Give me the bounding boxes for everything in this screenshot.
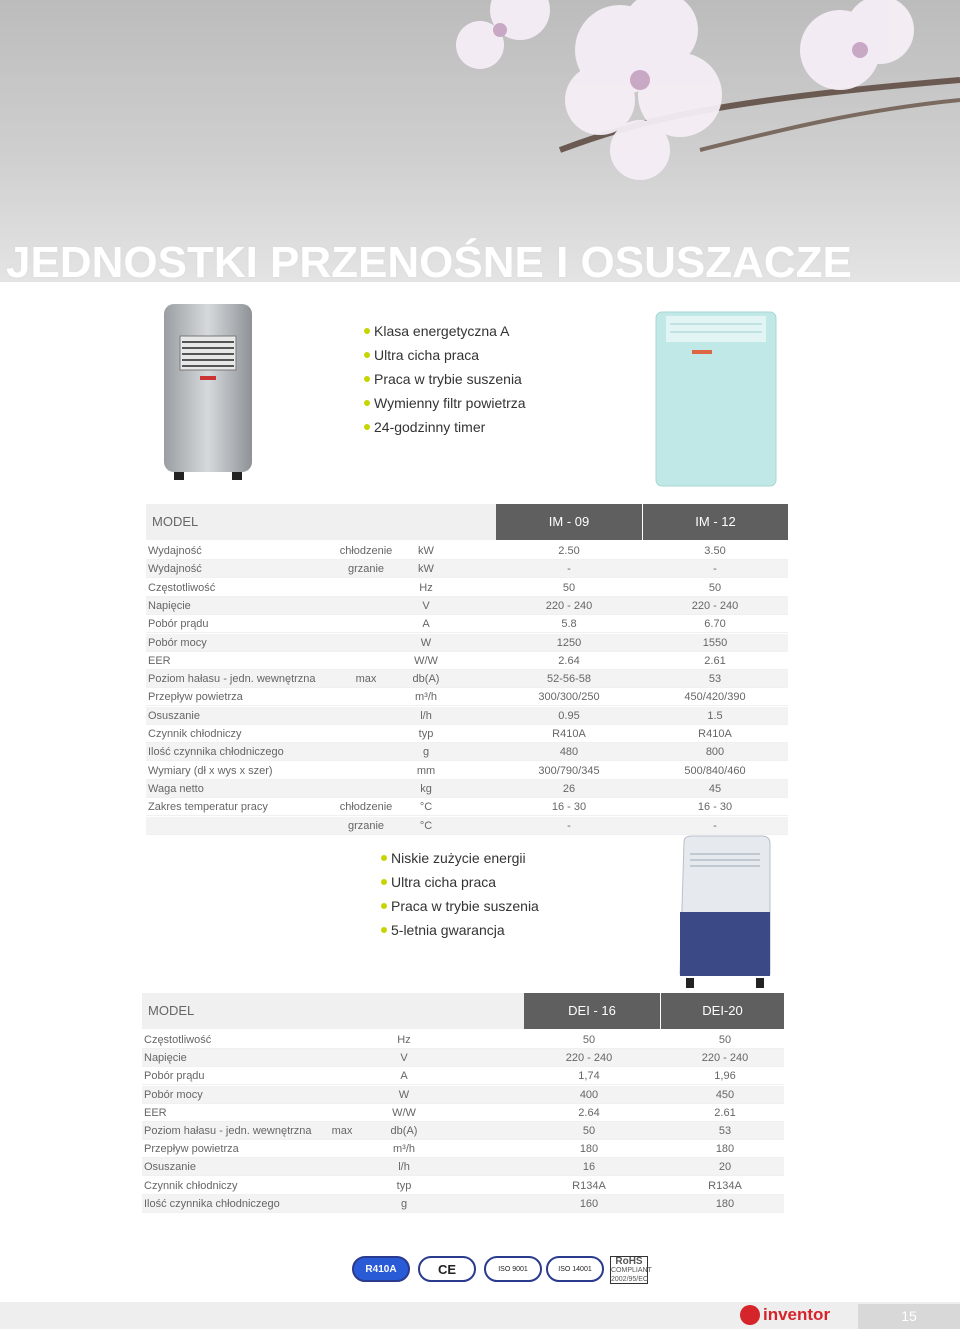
table-row	[142, 1195, 784, 1213]
table-row	[146, 817, 788, 835]
hero-banner	[0, 0, 960, 282]
row-value-col2: -	[713, 819, 717, 832]
row-sublabel: grzanie	[347, 563, 385, 576]
row-value-col1: 50	[562, 581, 576, 594]
table-row	[146, 579, 788, 597]
row-value-col2: 2.61	[714, 1106, 736, 1119]
table-row	[146, 634, 788, 652]
bullet-icon	[364, 328, 370, 334]
table-row	[146, 597, 788, 615]
row-value-col1: 220 - 240	[545, 599, 593, 612]
row-label: Pobór mocy	[144, 1088, 203, 1101]
table-row	[142, 1049, 784, 1067]
row-value-col1: 16	[582, 1161, 596, 1174]
row-value-col2: 16 - 30	[697, 801, 733, 814]
row-value-col2: 1,96	[714, 1070, 736, 1083]
row-sublabel: chłodzenie	[339, 801, 393, 814]
row-value-col2: 220 - 240	[701, 1052, 749, 1065]
row-value-col1: 2.50	[558, 545, 580, 557]
row-value-col2: 450/420/390	[684, 691, 746, 704]
bullet-icon	[364, 424, 370, 430]
row-value-col1: 0.95	[558, 709, 580, 722]
table-row	[142, 1158, 784, 1176]
row-unit: Hz	[419, 581, 433, 594]
row-label: Czynnik chłodniczy	[144, 1179, 238, 1192]
row-label: Osuszanie	[148, 709, 200, 722]
row-unit: W	[420, 636, 432, 649]
table-row	[142, 1104, 784, 1122]
bullet-icon	[364, 400, 370, 406]
row-unit: A	[400, 1070, 408, 1083]
row-value-col2: 45	[708, 782, 722, 795]
row-value-col1: 5.8	[561, 618, 577, 631]
table-header-col2: IM - 12	[642, 504, 788, 540]
table-row	[146, 652, 788, 670]
spec-table-dei	[142, 993, 784, 1215]
row-label: Ilość czynnika chłodniczego	[148, 746, 284, 759]
row-label: Zakres temperatur pracy	[148, 801, 268, 814]
inventor-logo: inventor	[740, 1302, 830, 1328]
feature-item: Klasa energetyczna A	[364, 319, 526, 343]
feature-item: Niskie zużycie energii	[381, 846, 539, 870]
row-unit: V	[422, 599, 430, 612]
row-value-col1: 400	[579, 1088, 599, 1101]
table-row	[146, 743, 788, 761]
row-unit: W	[398, 1088, 410, 1101]
table-row	[146, 615, 788, 633]
row-value-col1: 300/790/345	[538, 764, 600, 777]
row-value-col2: 6.70	[704, 618, 726, 631]
row-value-col1: 2.64	[578, 1106, 600, 1119]
row-unit: m³/h	[415, 691, 437, 704]
row-label: Napięcie	[144, 1052, 187, 1065]
table-header-col1: IM - 09	[496, 504, 642, 540]
bullet-icon	[364, 376, 370, 382]
iso14001-badge: ISO 14001	[546, 1256, 604, 1282]
feature-list-top	[364, 319, 526, 439]
row-value-col1: 180	[579, 1143, 599, 1156]
row-label: Czynnik chłodniczy	[148, 728, 242, 740]
row-value-col2: 180	[715, 1197, 735, 1210]
dehumidifier-image	[670, 834, 780, 992]
row-unit: V	[400, 1052, 408, 1065]
row-label: Częstotliwość	[148, 581, 216, 594]
bullet-icon	[381, 903, 387, 909]
bullet-icon	[364, 352, 370, 358]
row-value-col2: 1.5	[707, 709, 723, 722]
row-label: Osuszanie	[144, 1161, 196, 1174]
row-value-col2: 2.61	[704, 654, 726, 667]
row-unit: A	[422, 618, 430, 631]
rohs-badge: RoHS COMPLIANT 2002/95/EC	[611, 1256, 652, 1283]
bullet-icon	[381, 855, 387, 861]
row-unit: °C	[419, 819, 433, 832]
row-label: Przepływ powietrza	[144, 1143, 239, 1156]
row-value-col1: 160	[579, 1197, 599, 1210]
bullet-icon	[381, 879, 387, 885]
ce-badge: CE	[418, 1256, 476, 1282]
row-value-col1: 16 - 30	[551, 801, 587, 814]
row-value-col2: 53	[708, 673, 722, 686]
feature-item: Praca w trybie suszenia	[364, 367, 526, 391]
table-row	[146, 798, 788, 816]
row-value-col2: 50	[708, 581, 722, 594]
row-sublabel: max	[355, 673, 377, 686]
row-value-col2: 450	[715, 1088, 735, 1101]
row-value-col2: 20	[718, 1161, 732, 1174]
row-value-col1: 50	[582, 1125, 596, 1137]
table-header-col2: DEI-20	[660, 993, 784, 1029]
row-label: Pobór prądu	[144, 1070, 205, 1083]
feature-list-bottom	[381, 846, 539, 942]
row-sublabel: grzanie	[347, 819, 385, 832]
row-unit: W/W	[414, 654, 438, 667]
feature-item: Praca w trybie suszenia	[381, 894, 539, 918]
row-value-col1: 300/300/250	[538, 691, 600, 704]
row-value-col2: 50	[718, 1034, 732, 1046]
feature-item: Ultra cicha praca	[364, 343, 526, 367]
page-number: 15	[858, 1304, 960, 1329]
table-row	[146, 780, 788, 798]
row-value-col2: 800	[705, 746, 725, 759]
row-unit: db(A)	[390, 1125, 418, 1137]
row-label: Wydajność	[148, 563, 202, 576]
row-value-col1: 50	[582, 1034, 596, 1046]
row-label: Wymiary (dł x wys x szer)	[148, 764, 273, 777]
feature-item: Ultra cicha praca	[381, 870, 539, 894]
table-row	[146, 762, 788, 780]
row-sublabel: chłodzenie	[339, 545, 393, 557]
feature-item: 24-godzinny timer	[364, 415, 526, 439]
row-unit: typ	[418, 728, 434, 740]
row-unit: l/h	[420, 709, 432, 722]
row-unit: g	[422, 746, 430, 759]
row-value-col1: 1,74	[578, 1070, 600, 1083]
row-unit: db(A)	[412, 673, 440, 686]
row-value-col1: -	[567, 563, 571, 576]
row-unit: kg	[420, 782, 432, 795]
r410a-badge: R410A	[352, 1256, 410, 1282]
table-header-col1: DEI - 16	[524, 993, 660, 1029]
row-label: Pobór mocy	[148, 636, 207, 649]
feature-item: 5-letnia gwarancja	[381, 918, 539, 942]
table-row	[146, 560, 788, 578]
table-header-model: MODEL	[146, 504, 496, 540]
portable-ac-mint-image	[652, 310, 782, 490]
portable-ac-silver-image	[160, 302, 256, 482]
row-label: Poziom hałasu - jedn. wewnętrzna	[144, 1125, 312, 1137]
row-unit: typ	[396, 1179, 412, 1192]
row-unit: kW	[418, 563, 434, 576]
table-row	[146, 707, 788, 725]
row-label: Częstotliwość	[144, 1034, 212, 1046]
row-sublabel: max	[331, 1125, 353, 1137]
row-unit: °C	[419, 801, 433, 814]
row-value-col2: 500/840/460	[684, 764, 746, 777]
table-row	[146, 542, 788, 560]
row-label: Wydajność	[148, 545, 202, 557]
row-unit: mm	[416, 764, 436, 777]
row-value-col1: 1250	[556, 636, 582, 649]
row-value-col2: 220 - 240	[691, 599, 739, 612]
row-value-col1: R134A	[572, 1179, 606, 1192]
row-unit: Hz	[397, 1034, 411, 1046]
row-value-col1: R410A	[552, 728, 586, 740]
row-unit: m³/h	[393, 1143, 415, 1156]
table-row	[142, 1140, 784, 1158]
row-unit: g	[400, 1197, 408, 1210]
row-label: Ilość czynnika chłodniczego	[144, 1197, 280, 1210]
row-value-col2: 53	[718, 1125, 732, 1137]
row-value-col1: 52-56-58	[546, 673, 592, 686]
table-header-model: MODEL	[142, 993, 524, 1029]
logo-circle-icon	[740, 1305, 760, 1325]
row-unit: l/h	[398, 1161, 410, 1174]
table-row	[146, 670, 788, 688]
row-value-col2: R134A	[708, 1179, 742, 1192]
table-row	[142, 1086, 784, 1104]
table-row	[146, 725, 788, 743]
row-label: EER	[144, 1106, 167, 1119]
row-value-col1: 220 - 240	[565, 1052, 613, 1065]
row-label: Poziom hałasu - jedn. wewnętrzna	[148, 673, 316, 686]
row-unit: W/W	[392, 1106, 416, 1119]
page-title: JEDNOSTKI PRZENOŚNE I OSUSZACZE	[6, 238, 852, 282]
row-value-col1: 26	[562, 782, 576, 795]
spec-table-im	[146, 504, 788, 834]
iso9001-badge: ISO 9001	[484, 1256, 542, 1282]
row-value-col2: R410A	[698, 728, 732, 740]
feature-item: Wymienny filtr powietrza	[364, 391, 526, 415]
row-value-col2: -	[713, 563, 717, 576]
row-label: Waga netto	[148, 782, 204, 795]
row-value-col2: 3.50	[704, 545, 726, 557]
row-value-col1: 2.64	[558, 654, 580, 667]
table-row	[142, 1177, 784, 1195]
row-value-col2: 1550	[702, 636, 728, 649]
row-label: EER	[148, 654, 171, 667]
table-row	[142, 1122, 784, 1140]
row-label: Przepływ powietrza	[148, 691, 243, 704]
row-label: Napięcie	[148, 599, 191, 612]
bullet-icon	[381, 927, 387, 933]
table-row	[146, 688, 788, 706]
table-row	[142, 1031, 784, 1049]
row-value-col1: 480	[559, 746, 579, 759]
table-row	[142, 1067, 784, 1085]
row-value-col2: 180	[715, 1143, 735, 1156]
row-label: Pobór prądu	[148, 618, 209, 631]
row-value-col1: -	[567, 819, 571, 832]
row-unit: kW	[418, 545, 434, 557]
